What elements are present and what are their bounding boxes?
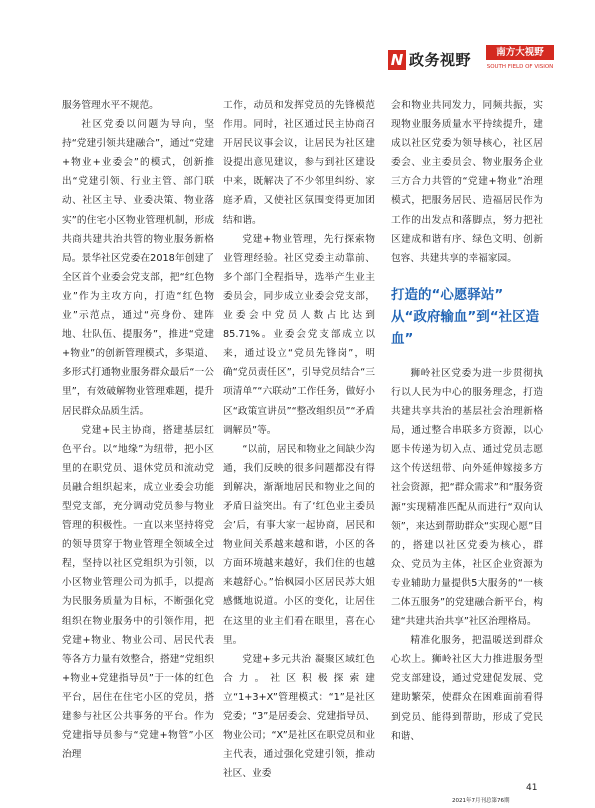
issue-info: 2021年7月刊总第76期 bbox=[452, 798, 510, 804]
section-heading-line-1: 打造的“心愿驿站” bbox=[391, 286, 504, 303]
page-number: 41 bbox=[526, 783, 538, 793]
badge-chinese: 南方大视野 bbox=[486, 45, 554, 60]
badge-english: SOUTH FIELD OF VISION bbox=[486, 64, 554, 70]
paragraph: 工作，动员和发挥党员的先锋模范作用。同时，社区通过民主协商召开居民议事会议，让居民为社区建设提出意见建议，参与到社区建设中来，既解决了不少邻里纠纷、家庭矛盾，又使社区氛围变得更加团结和谐。 bbox=[223, 100, 375, 226]
text-column-1 bbox=[62, 96, 214, 764]
paragraph: 党建+多元共治 凝聚区域红色合力。社区积极探索建立“1+3+X”管理模式：“1”是社区党委；“3”是居委会、党建指导员、物业公司；“X”是社区在职党员和业主代表，通过强化党建引领，推动社区、业委 bbox=[223, 653, 375, 780]
paragraph: 党建+物业管理，先行探索物业管理经验。社区党委主动靠前、多个部门全程指导，选举产生业主委员会，同步成立业委会党支部，业委会中党员人数占比达到85.71%。业委会党支部成立以来，通过设立“党员先锋岗”，明确“党员责任区”，引导党员结合“三项清单”“六联动”工作任务，做好小区“政策宣讲员”“整改组织员”“矛盾调解员”等。 bbox=[223, 233, 375, 436]
paragraph: “以前，居民和物业之间缺少沟通，我们反映的很多问题都没有得到解决，渐渐地居民和物业之间的矛盾日益突出。有了‘红色业主委员会’后，有事大家一起协商，居民和物业间关系越来越和谐，小区的各方面环境越来越好，我们住的也越来越舒心。”怡枫园小区居民苏大姐感慨地说道。小区的变化，让居住在这里的业主们看在眼里，喜在心里。 bbox=[223, 443, 375, 646]
logo-n-icon: N bbox=[388, 50, 406, 70]
section-heading-line-2: 从“政府输血”到“社区造血” bbox=[391, 308, 540, 347]
paragraph: 社区党委以问题为导向，坚持“党建引领共建融合”，通过“党建+物业+业委会”的模式，创新推出“党建引领、行业主管、部门联动、社区主导、业委决策、物业落实”的住宅小区物业管理机制，形成共商共建共治共管的物业服务新格局。景华社区党委在2018年创建了全区首个业委会党支部，把“红色物业”作为主攻方向，打造“红色物业”示范点，通过“亮身份、建阵地、壮队伍、提服务”，推进“党建+物业”的创新管理模式，多渠道、多形式打通物业服务群众最后“一公里”，有效破解物业管理难题，提升居民群众品质生活。 bbox=[62, 119, 214, 417]
column-name: 政务视野 bbox=[409, 51, 472, 69]
section-badge bbox=[486, 45, 554, 75]
paragraph: 狮岭社区党委为进一步贯彻执行以人民为中心的服务理念，打造共建共享共治的基层社会治理新格局，通过整合串联多方资源，以心愿卡传递为切入点、通过党员志愿这个传送纽带、向外延伸嫁接多方社会资源，把“群众需求”和“服务资源”实现精准匹配从而进行“双向认领”，来达到帮助群众“实现心愿”目的，搭建以社区党委为核心，群众、党员为主体，社区企业资源为专业辅助力量提供5大服务的“一核二体五服务”的党建融合新平台，构建“共建共治共享”社区治理格局。 bbox=[391, 367, 543, 628]
text-column-3 bbox=[391, 96, 543, 746]
paragraph: 服务管理水平不规范。 bbox=[62, 100, 159, 111]
section-heading bbox=[391, 284, 543, 350]
text-column-2 bbox=[223, 96, 375, 783]
paragraph: 党建+民主协商，搭建基层红色平台。以“地缘”为纽带，把小区里的在职党员、退休党员和流动党员融合组织起来，成立业委会功能型党支部，充分调动党员参与物业管理的积极性。一直以来坚持将党的领导贯穿于物业管理全领域全过程，坚持以社区党组织为引领，以小区物业管理公司为抓手，以提高为民服务质量为目标，不断强化党组织在物业服务中的引领作用，把党建+物业、物业公司、居民代表等各方力量有效整合，搭建“党组织+物业+党建指导员”于一体的红色平台，居住在住宅小区的党员，搭建参与社区公共事务的平台。作为党建指导员参与“党建+物管”小区治理 bbox=[62, 424, 214, 761]
paragraph: 会和物业共同发力，同频共振，实现物业服务质量水平持续提升，建成以社区党委为领导核心，社区居委会、业主委员会、物业服务企业三方合力共管的“党建+物业”治理模式，把服务居民、造福居民作为工作的出发点和落脚点，努力把社区建成和谐有序、绿色文明、创新包容、共建共享的幸福家园。 bbox=[391, 100, 543, 264]
magazine-header bbox=[388, 44, 558, 76]
paragraph: 精准化服务，把温暖送到群众心坎上。狮岭社区大力推进服务型党支部建设，通过党建促发展、党建助繁荣，使群众在困难面前看得到党员、能得到帮助，形成了党民和谐、 bbox=[391, 635, 543, 742]
